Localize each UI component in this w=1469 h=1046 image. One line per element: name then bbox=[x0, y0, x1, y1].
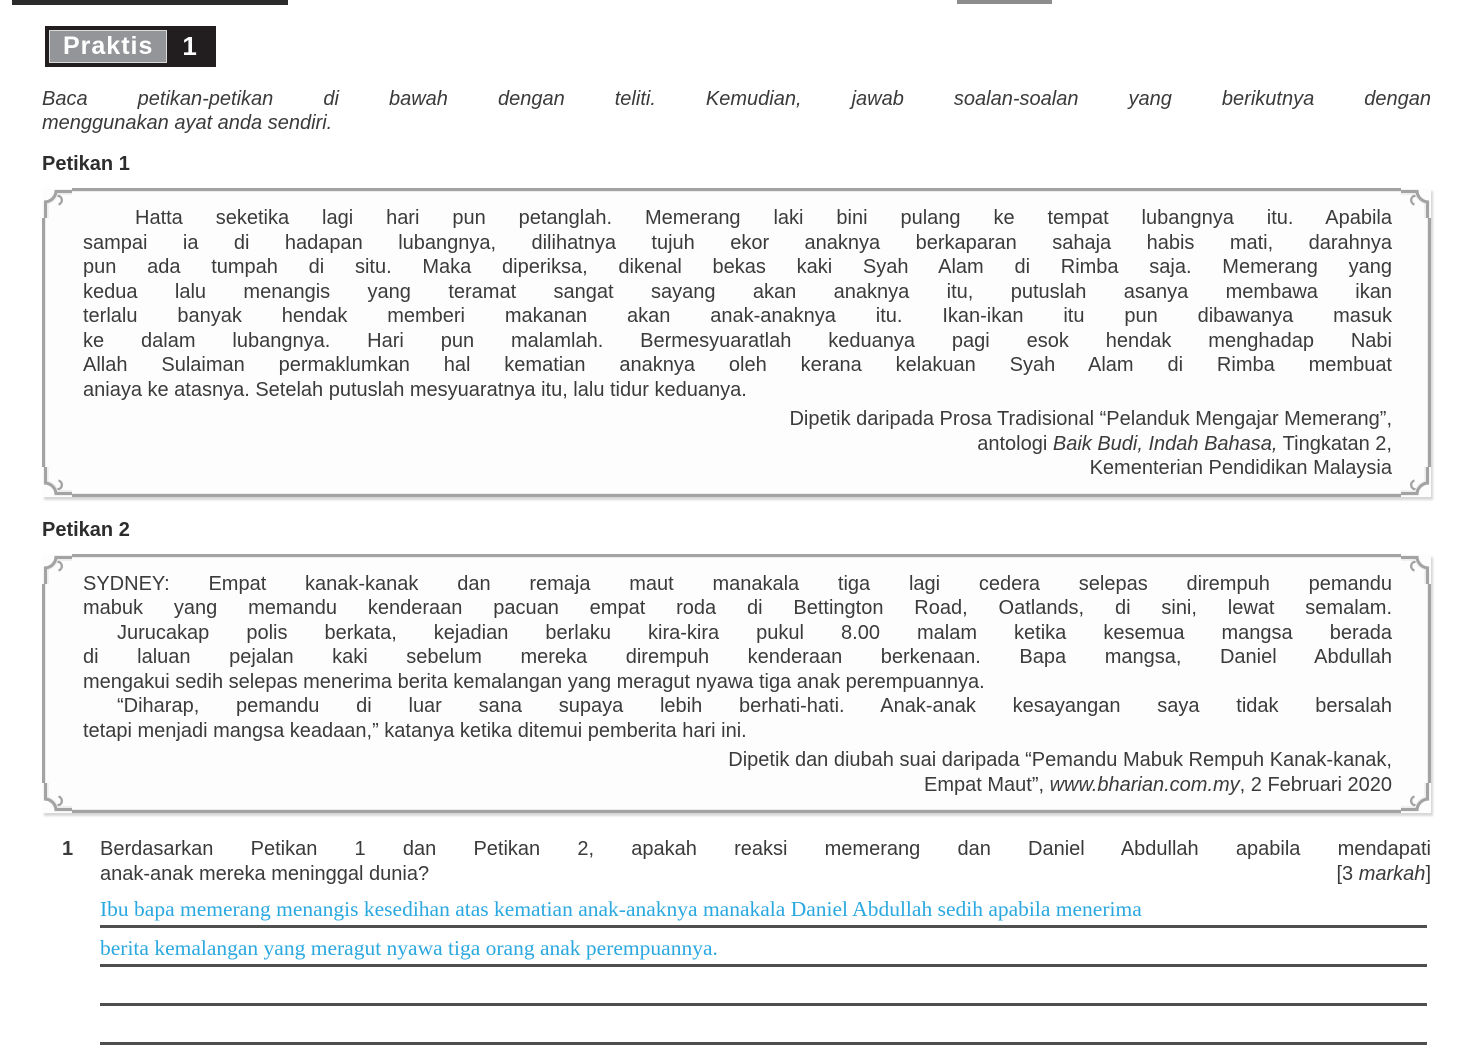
petikan-2-heading: Petikan 2 bbox=[42, 518, 130, 541]
passage-line: “Diharap, pemandu di luar sana supaya lebih berhati-hati. Anak-anak kesayangan saya tidak bersalah bbox=[117, 695, 1392, 717]
petikan-2-box bbox=[42, 554, 1431, 814]
passage-line: SYDNEY: Empat kanak-kanak dan remaja maut manakala tiga lagi cedera selepas dirempuh pemandu bbox=[83, 572, 1392, 595]
passage-line: mengakui sedih selepas menerima berita kemalangan yang meragut nyawa tiga anak perempuannya. bbox=[83, 670, 985, 693]
passage-line: Hatta seketika lagi hari pun petanglah. Memerang laki bini pulang ke tempat lubangnya itu. Apabila bbox=[135, 207, 1392, 229]
passage-line: Jurucakap polis berkata, kejadian berlaku kira-kira pukul 8.00 malam ketika kesemua mangsa berada bbox=[117, 621, 1392, 644]
passage-line: pun ada tumpah di situ. Maka diperiksa, dikenal bekas kaki Syah Alam di Rimba saja. Memerang yang bbox=[83, 256, 1392, 278]
instruction-line-2: menggunakan ayat anda sendiri. bbox=[42, 112, 333, 134]
passage-line: di laluan pejalan kaki sebelum mereka dirempuh kenderaan berkenaan. Bapa mangsa, Daniel Abdullah bbox=[83, 646, 1392, 668]
source-line: Empat Maut”, www.bharian.com.my, 2 Februari 2020 bbox=[924, 773, 1392, 796]
frame-corner-ornament bbox=[1401, 554, 1431, 584]
source-line: Dipetik daripada Prosa Tradisional “Pelanduk Mengajar Memerang”, bbox=[789, 408, 1392, 430]
passage-line: kedua lalu menangis yang teramat sangat sayang akan anaknya itu, putuslah asanya membawa ikan bbox=[83, 280, 1392, 303]
instruction-text bbox=[42, 87, 1431, 135]
answer-line-2[interactable]: berita kemalangan yang meragut nyawa tiga orang anak perempuannya. bbox=[100, 928, 1427, 967]
passage-line: terlalu banyak hendak memberi makanan akan anak-anaknya itu. Ikan-ikan itu pun dibawanya masuk bbox=[83, 305, 1392, 327]
question-1-answer-area bbox=[100, 889, 1427, 1045]
question-1-number: 1 bbox=[62, 838, 74, 860]
petikan-1-heading: Petikan 1 bbox=[42, 153, 130, 175]
question-1-text bbox=[100, 837, 1431, 887]
source-line: antologi Baik Budi, Indah Bahasa, Tingkatan 2, bbox=[977, 432, 1392, 455]
question-1-marks: [3 markah] bbox=[1336, 863, 1431, 885]
passage-line: mabuk yang memandu kenderaan pacuan empat roda di Bettington Road, Oatlands, di sini, lewat semalam. bbox=[83, 597, 1392, 619]
frame-corner-ornament bbox=[42, 188, 72, 218]
source-line: Dipetik dan diubah suai daripada “Pemandu Mabuk Rempuh Kanak-kanak, bbox=[728, 749, 1392, 771]
petikan-2-source bbox=[83, 748, 1392, 797]
praktis-badge-label: Praktis bbox=[49, 30, 167, 63]
question-1-line-1: Berdasarkan Petikan 1 dan Petikan 2, apakah reaksi memerang dan Daniel Abdullah apabila mendapati bbox=[100, 838, 1431, 860]
answer-line-3-blank[interactable] bbox=[100, 967, 1427, 1006]
petikan-1-box bbox=[42, 188, 1431, 497]
page-edge-fragment-left bbox=[12, 0, 288, 5]
frame-corner-ornament bbox=[1401, 467, 1431, 497]
passage-line: tetapi menjadi mangsa keadaan,” katanya ketika ditemui pemberita hari ini. bbox=[83, 719, 747, 742]
petikan-2-passage bbox=[83, 572, 1392, 744]
frame-corner-ornament bbox=[42, 783, 72, 813]
praktis-badge-number: 1 bbox=[182, 31, 197, 61]
answer-line-4-blank[interactable] bbox=[100, 1006, 1427, 1045]
page-edge-fragment-right bbox=[957, 0, 1052, 4]
question-1-line-2: anak-anak mereka meninggal dunia? [3 markah] bbox=[100, 863, 1431, 885]
frame-corner-ornament bbox=[1401, 783, 1431, 813]
frame-corner-ornament bbox=[42, 554, 72, 584]
instruction-line-1: Baca petikan-petikan di bawah dengan teliti. Kemudian, jawab soalan-soalan yang berikutnya dengan bbox=[42, 88, 1431, 110]
frame-corner-ornament bbox=[1401, 188, 1431, 218]
praktis-badge bbox=[45, 26, 216, 67]
passage-line: Allah Sulaiman permaklumkan hal kematian anaknya oleh kerana kelakuan Syah Alam di Rimba membuat bbox=[83, 354, 1392, 376]
passage-line: ke dalam lubangnya. Hari pun malamlah. Bermesyuaratlah keduanya pagi esok hendak menghadap Nabi bbox=[83, 329, 1392, 352]
frame-corner-ornament bbox=[42, 467, 72, 497]
question-1 bbox=[42, 837, 1431, 887]
passage-line: sampai ia di hadapan lubangnya, dilihatnya tujuh ekor anaknya berkaparan sahaja habis mati, darahnya bbox=[83, 231, 1392, 254]
answer-line-1[interactable]: Ibu bapa memerang menangis kesedihan atas kematian anak-anaknya manakala Daniel Abdullah sedih apabila menerima bbox=[100, 889, 1427, 928]
petikan-1-passage bbox=[83, 206, 1392, 402]
source-line: Kementerian Pendidikan Malaysia bbox=[1089, 457, 1392, 479]
passage-line: aniaya ke atasnya. Setelah putuslah mesyuaratnya itu, lalu tidur keduanya. bbox=[83, 378, 747, 401]
petikan-1-source bbox=[83, 407, 1392, 481]
